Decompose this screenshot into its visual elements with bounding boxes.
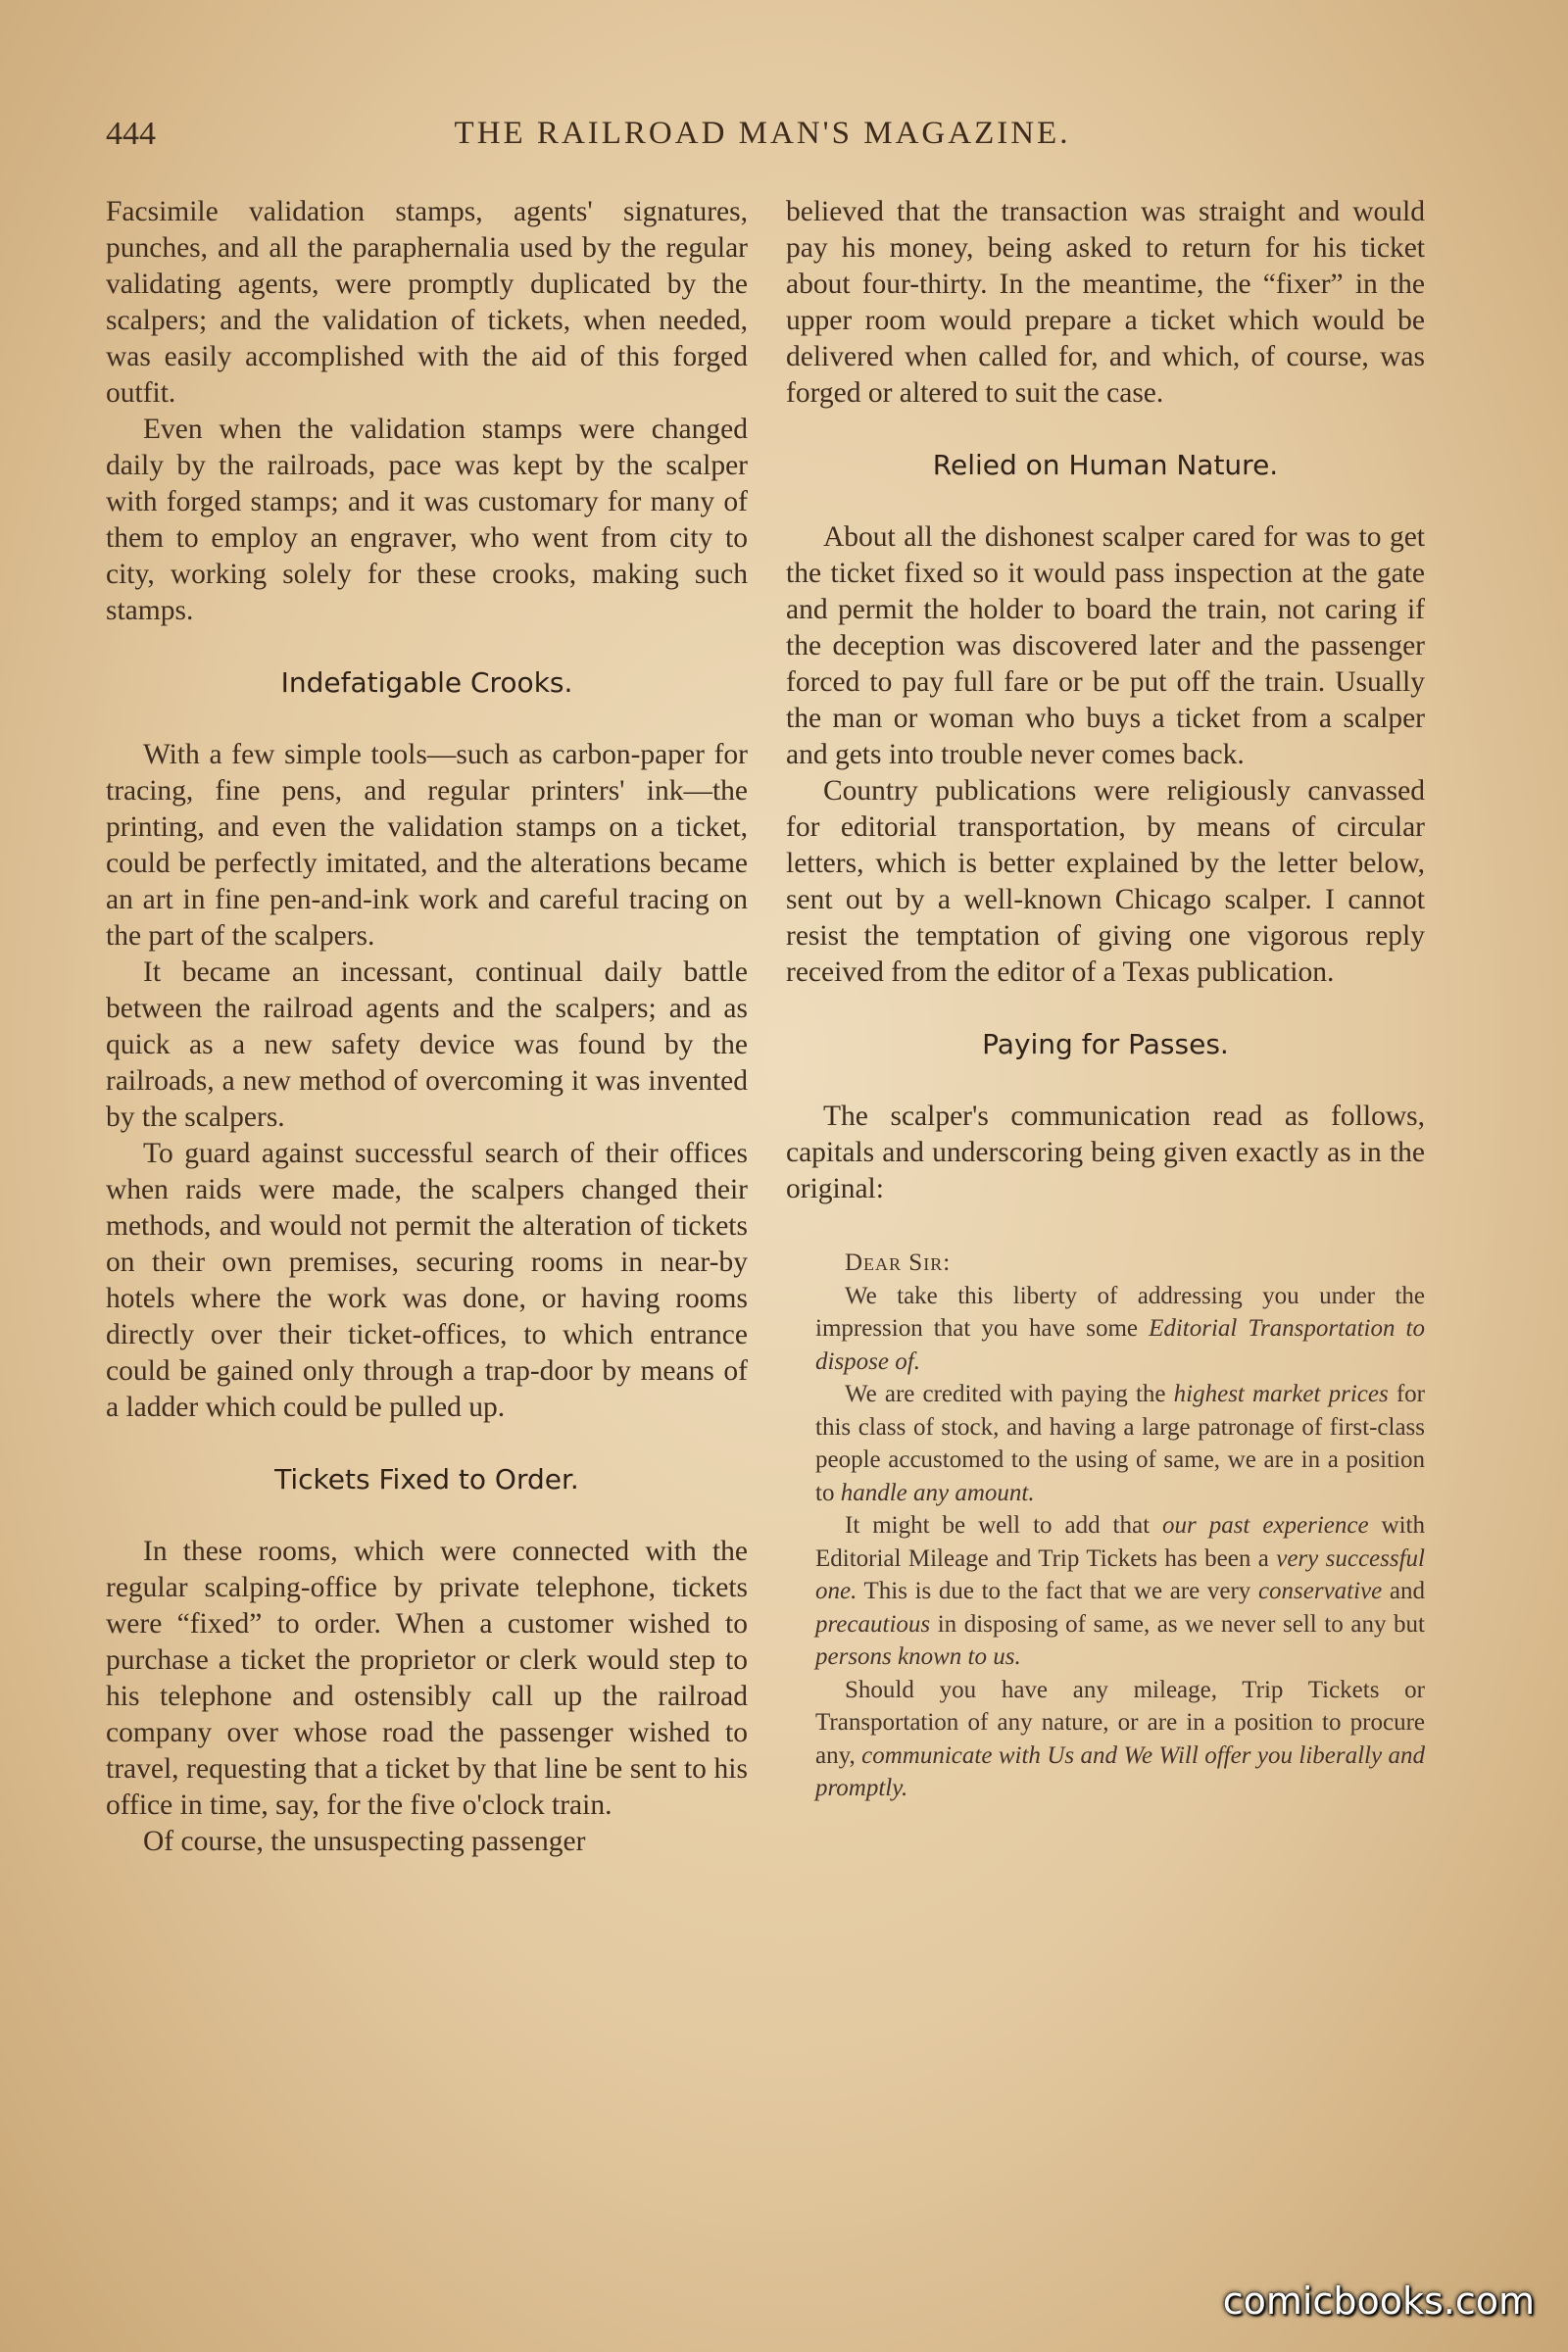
page-number: 444 <box>106 116 156 152</box>
letter-salutation: Dear Sir: <box>845 1250 952 1276</box>
paragraph: To guard against successful search of their offices when raids were made, the scalpers changed their methods, and would not permit the alteration of tickets on their own premises, securing rooms in near-by hotels where the work was done, or having rooms directly over their ticket-offices, to which entrance could be gained only through a trap-door by means of a ladder which could be pulled up. <box>106 1138 748 1423</box>
section-heading: Indefatigable Crooks. <box>280 666 573 699</box>
section-heading: Paying for Passes. <box>982 1028 1229 1060</box>
paragraph: Even when the validation stamps were changed daily by the railroads, pace was kept by the scalper with forged stamps; and it was customary for many of them to employ an engraver, who went from city to city, working solely for these crooks, making such stamps. <box>106 414 748 626</box>
letter-paragraph: We are credited with paying the highest market prices for this class of stock, and having a large patronage of first-class people accustomed to the using of same, we are in a position to handle any amount. <box>815 1381 1426 1506</box>
paragraph: The scalper's communication read as follows, capitals and underscoring being given exactly as in the original: <box>786 1101 1425 1204</box>
letter-paragraph: It might be well to add that our past experience with Editorial Mileage and Trip Tickets has been a very successful one. This is due to the fact that we are very conservative and precautious in disposing of same, as we never sell to any but persons known to us. <box>815 1512 1426 1670</box>
right-column <box>786 194 1425 1805</box>
paragraph: believed that the transaction was straight and would pay his money, being asked to return for his ticket about four-thirty. In the meantime, the “fixer” in the upper room would prepare a ticket which would be delivered when called for, and which, of course, was forged or altered to suit the case. <box>786 196 1425 409</box>
running-head <box>106 116 1419 165</box>
watermark: comicbooks.com <box>1222 2279 1535 2323</box>
quoted-letter <box>815 1247 1425 1805</box>
section-heading: Tickets Fixed to Order. <box>274 1463 579 1495</box>
paragraph: It became an incessant, continual daily battle between the railroad agents and the scalpers; and as quick as a new safety device was found by the railroads, a new method of overcoming it was invented by the scalpers. <box>106 956 748 1133</box>
paragraph: In these rooms, which were connected with the regular scalping-office by private telephone, tickets were “fixed” to order. When a customer wished to purchase a ticket the proprietor or clerk would step to his telephone and ostensibly call up the railroad company over whose road the passenger wished to travel, requesting that a ticket by that line be sent to his office in time, say, for the five o'clock train. <box>106 1536 748 1821</box>
paragraph: With a few simple tools—such as carbon-paper for tracing, fine pens, and regular printers' ink—the printing, and even the validation stamps on a ticket, could be perfectly imitated, and the alterations became an art in fine pen-and-ink work and careful tracing on the part of the scalpers. <box>106 739 748 952</box>
paragraph: Facsimile validation stamps, agents' signatures, punches, and all the paraphernalia used by the regular validating agents, were promptly duplicated by the scalpers; and the validation of tickets, when needed, was easily accomplished with the aid of this forged outfit. <box>106 196 748 409</box>
left-column <box>106 194 748 1860</box>
letter-paragraph: We take this liberty of addressing you under the impression that you have some Editorial Transportation to dispose of. <box>815 1282 1425 1375</box>
paragraph: Of course, the unsuspecting passenger <box>143 1826 586 1857</box>
paragraph: About all the dishonest scalper cared for was to get the ticket fixed so it would pass inspection at the gate and permit the holder to board the train, not caring if the deception was discovered later and the passenger forced to pay full fare or be put off the train. Usually the man or woman who buys a ticket from a scalper and gets into trouble never comes back. <box>786 521 1425 770</box>
section-heading: Relied on Human Nature. <box>932 449 1279 481</box>
letter-paragraph: Should you have any mileage, Trip Tickets or Transportation of any nature, or are in a position to procure any, communicate with Us and We Will offer you liberally and promptly. <box>815 1676 1425 1801</box>
paragraph: Country publications were religiously canvassed for editorial transportation, by means of circular letters, which is better explained by the letter below, sent out by a well-known Chicago scalper. I cannot resist the temptation of giving one vigorous reply received from the editor of a Texas publication. <box>786 775 1425 988</box>
magazine-title: THE RAILROAD MAN'S MAGAZINE. <box>454 116 1071 151</box>
